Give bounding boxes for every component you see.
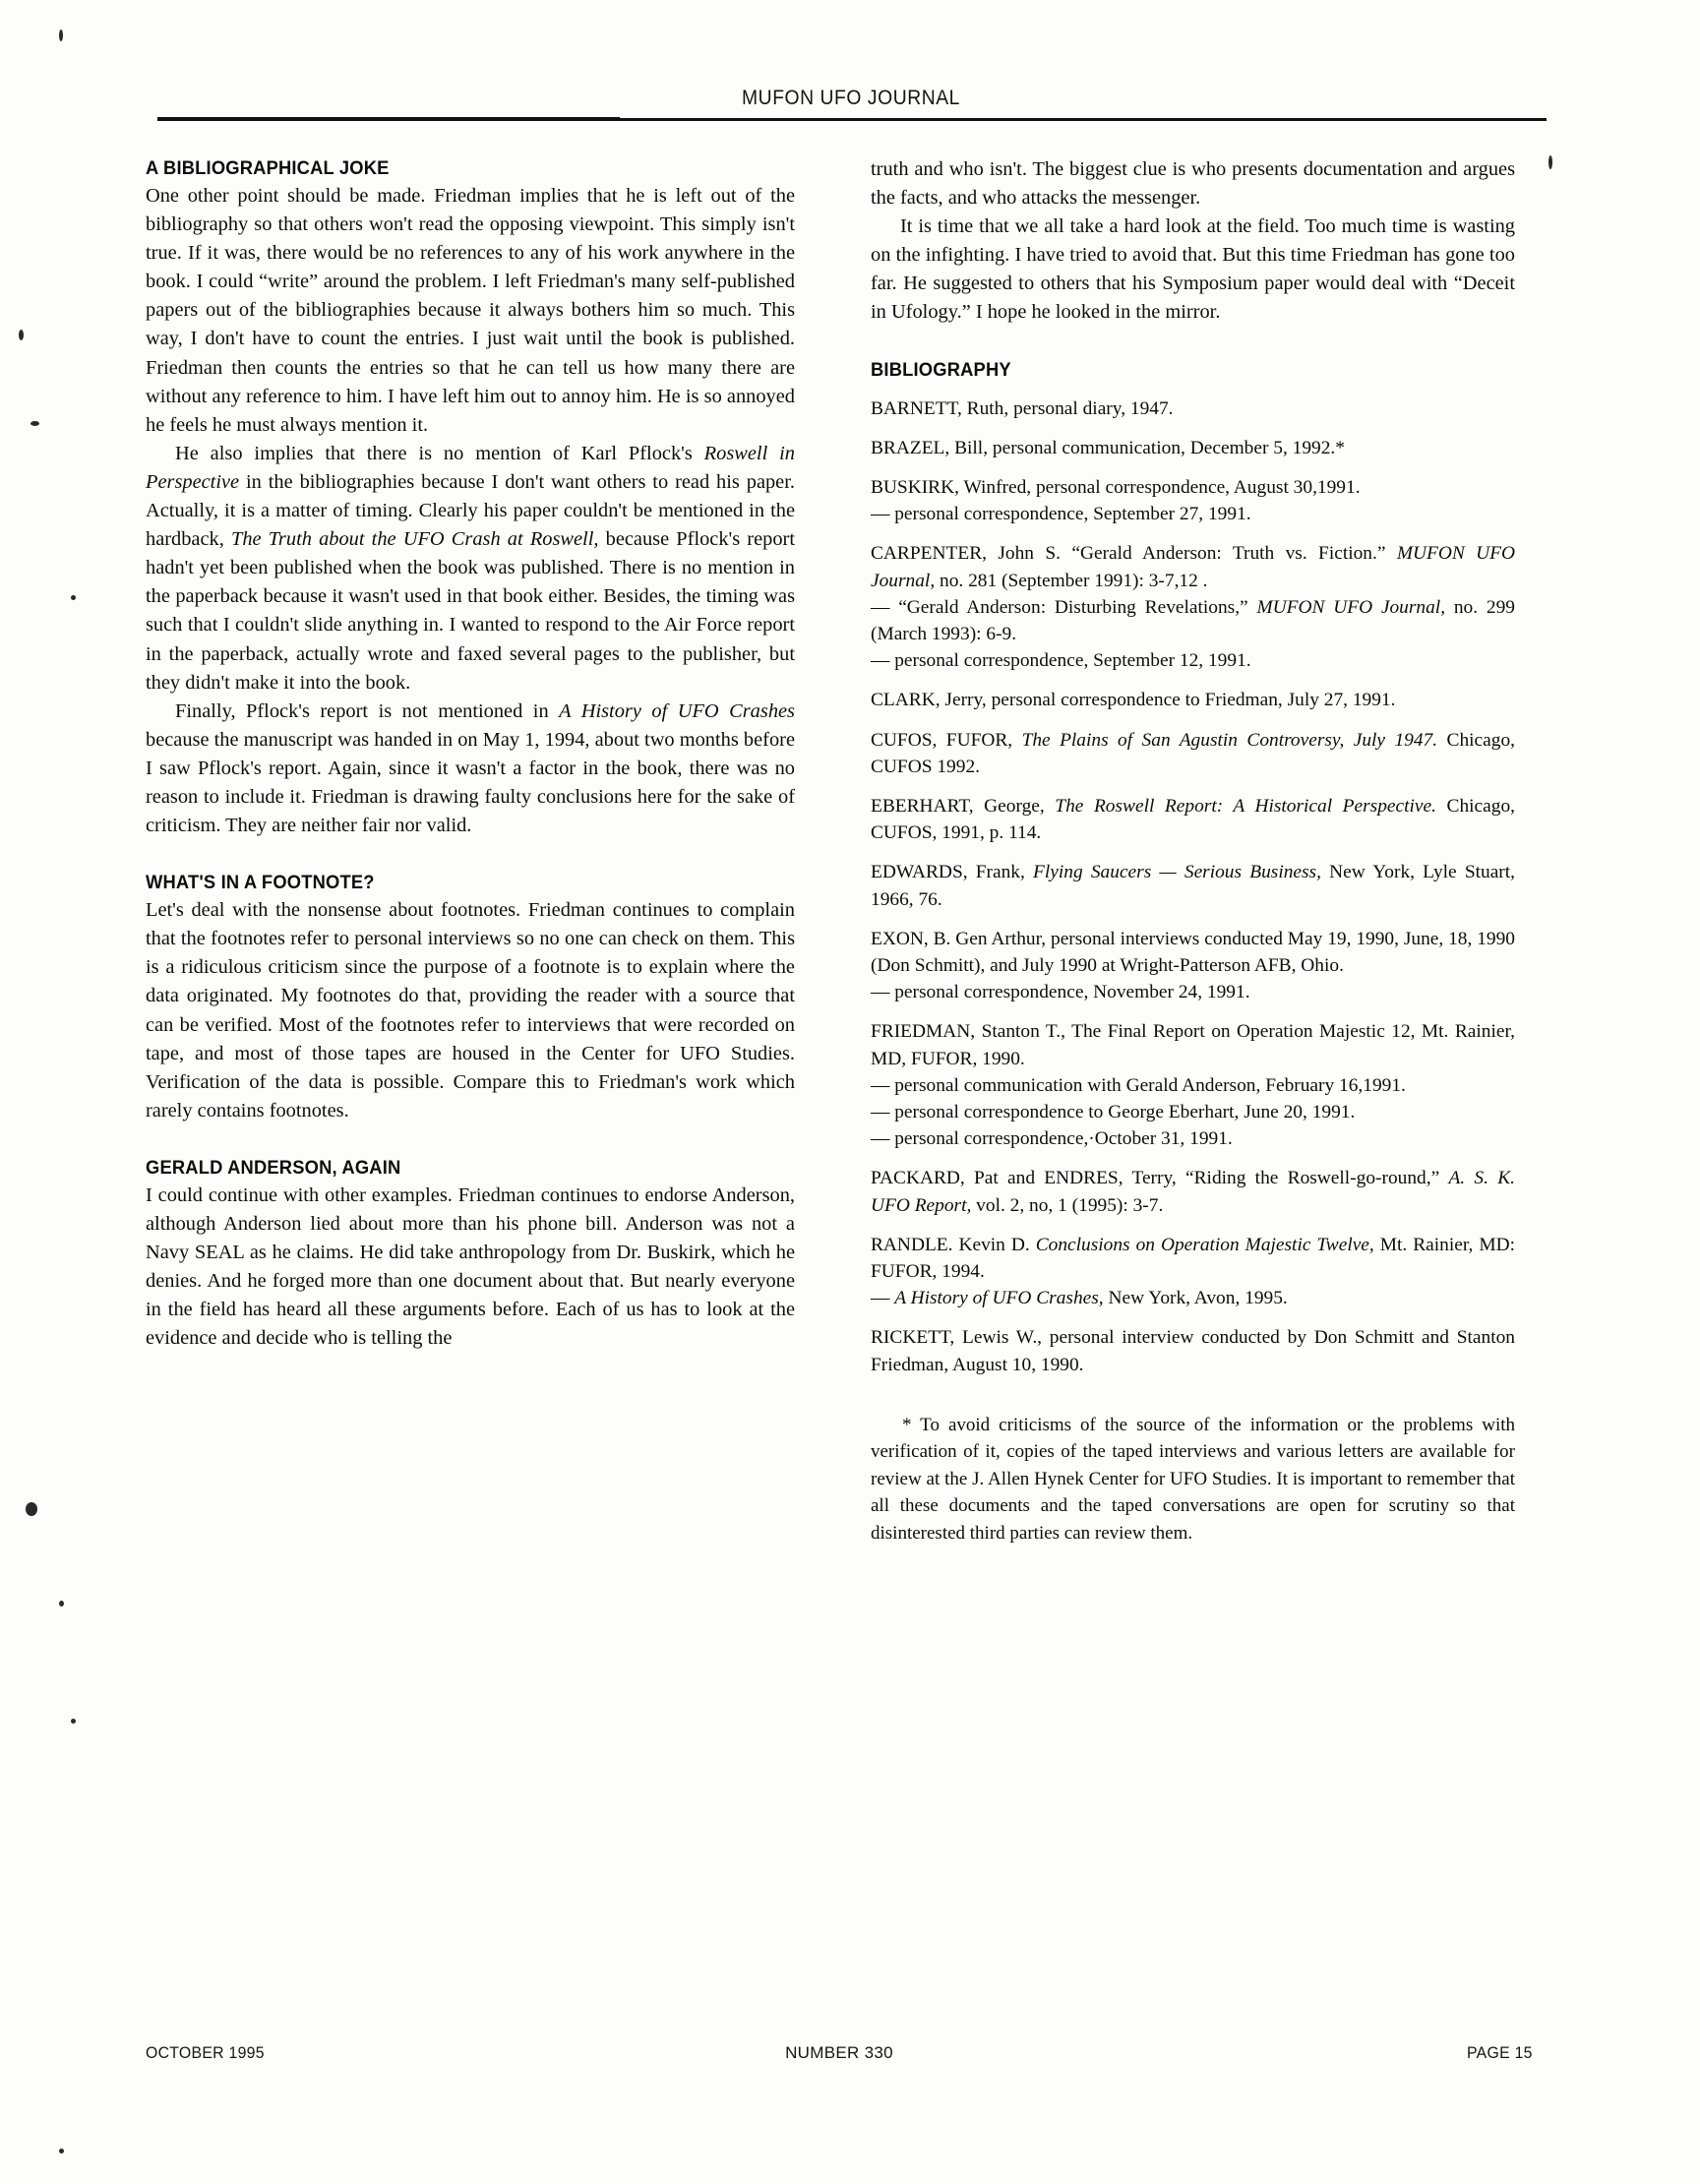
text-run: in the bibliographies because I don't want others to read his paper. Actually, it is a matter of timing. Clearly his paper couldn't be mentioned in the hardback, — [146, 470, 795, 551]
bibliography-text: BUSKIRK, Winfred, personal correspondence, August 30,1991. — [871, 476, 1361, 498]
bibliography-text: — personal correspondence,·October 31, 1991. — [871, 1128, 1233, 1150]
footer-issue-date: OCTOBER 1995 — [146, 2043, 265, 2062]
bibliography-entry — [871, 501, 1515, 527]
bibliography-entry — [871, 979, 1515, 1005]
bibliography-entry — [871, 395, 1515, 422]
bibliography-entry — [871, 1125, 1515, 1152]
text-run: because the manuscript was handed in on May 1, 1994, about two months before I saw Pflock's report. Again, since it wasn't a factor in the book, there was no reason to include it. Friedman is drawing faulty conclusions here for the sake of criticism. They are neither fair nor valid. — [146, 728, 795, 837]
bibliography-entry — [871, 859, 1515, 912]
header-rule — [157, 118, 1547, 121]
bibliography-entry — [871, 687, 1515, 713]
bibliography-entry — [871, 1232, 1515, 1285]
bibliography-text: BRAZEL, Bill, personal communication, December 5, 1992.* — [871, 437, 1345, 458]
bibliography-entry — [871, 793, 1515, 846]
scan-speck — [59, 2149, 64, 2154]
bibliography-text: no. 299 (March 1993): 6-9. — [871, 596, 1515, 644]
bibliography-text: no. 281 (September 1991): 3-7,12 . — [935, 570, 1208, 591]
paragraph-bibliographical-joke-2 — [146, 440, 795, 698]
bibliography-text: CLARK, Jerry, personal correspondence to Friedman, July 27, 1991. — [871, 690, 1396, 711]
bibliography-title-italic: Flying Saucers — Serious Business, — [1033, 862, 1321, 883]
scan-speck — [71, 1719, 76, 1724]
bibliography-text: PACKARD, Pat and ENDRES, Terry, “Riding the Roswell-go-round,” — [871, 1168, 1449, 1189]
bibliography-entry — [871, 1018, 1515, 1071]
bibliography-text: EBERHART, George, — [871, 796, 1056, 817]
book-title-truth-about-ufo-crash: The Truth about the UFO Crash at Roswell, — [230, 528, 599, 551]
footer-issue-number: NUMBER 330 — [785, 2043, 893, 2062]
bibliography-text: CUFOS, FUFOR, — [871, 729, 1022, 751]
bibliography-text: Chicago, CUFOS 1992. — [871, 729, 1515, 777]
book-title-history-of-ufo-crashes: A History of UFO Crashes — [559, 699, 795, 722]
bibliography-title-italic: The Plains of San Agustin Controversy, July 1947. — [1021, 729, 1438, 751]
bibliography-text: — personal correspondence, September 12, 1991. — [871, 650, 1251, 672]
paragraph-bibliographical-joke-1: One other point should be made. Friedman implies that he is left out of the bibliography so that others won't read the opposing viewpoint. This simply isn't true. If it was, there would be no references to any of his work anywhere in the book. I could “write” around the problem. I left Friedman's many self-published papers out of the bibliographies because it always bothers him so much. This way, I don't have to count the entries. I just wait until the book is published. Friedman then counts the entries so that he can tell us how many there are without any reference to him. I have left him out to annoy him. He is so annoyed he feels he must always mention it. — [146, 185, 795, 436]
scan-speck — [71, 595, 76, 600]
scan-speck — [1548, 155, 1552, 169]
bibliography-title-italic: The Roswell Report: A Historical Perspective. — [1055, 796, 1436, 817]
paragraph-continued-truth: truth and who isn't. The biggest clue is who presents documentation and argues the facts, and who attacks the messenger. — [871, 158, 1515, 210]
paragraph-it-is-time: It is time that we all take a hard look at the field. Too much time is wasting on the infighting. I have tried to avoid that. But this time Friedman has gone too far. He suggested to others that his Symposium paper would deal with “Deceit in Ufology.” I hope he looked in the mirror. — [871, 215, 1515, 324]
bibliography-text: EDWARDS, Frank, — [871, 862, 1034, 883]
bibliography-text: Mt. Rainier, MD: FUFOR, 1994. — [871, 1234, 1515, 1283]
bibliography-entry — [871, 1324, 1515, 1377]
bibliography-text: RANDLE. Kevin D. — [871, 1234, 1036, 1255]
bibliography-title-italic: MUFON UFO Journal, — [1256, 596, 1446, 618]
section-heading-bibliographical-joke: A BIBLIOGRAPHICAL JOKE — [146, 157, 390, 179]
section-heading-gerald-anderson-again: GERALD ANDERSON, AGAIN — [146, 1156, 401, 1179]
bibliography-text: — “Gerald Anderson: Disturbing Revelations,” — [871, 596, 1257, 618]
bibliography-text: New York, Lyle Stuart, 1966, 76. — [871, 862, 1515, 910]
bibliography-entry — [871, 1165, 1515, 1218]
bibliography-text: CARPENTER, John S. “Gerald Anderson: Truth vs. Fiction.” — [871, 543, 1397, 565]
scan-speck — [30, 421, 39, 426]
section-heading-bibliography: BIBLIOGRAPHY — [871, 358, 1011, 381]
scan-speck — [19, 330, 24, 340]
bibliography-entry — [871, 540, 1515, 593]
text-run: because Pflock's report hadn't yet been published when the book was published. There is no mention in the paperback because it wasn't used in that book either. Besides, the timing was such that I couldn't slide anything in. I wanted to respond to the Air Force report in the paperback, actually wrote and faxed several pages to the publisher, but they didn't make it into the book. — [146, 528, 795, 694]
bibliography-text: New York, Avon, 1995. — [1103, 1288, 1288, 1309]
bibliography-text: BARNETT, Ruth, personal diary, 1947. — [871, 397, 1174, 419]
bibliography-text: RICKETT, Lewis W., personal interview conducted by Don Schmitt and Stanton Friedman, August 10, 1990. — [871, 1327, 1515, 1375]
bibliography-title-italic: Conclusions on Operation Majestic Twelve, — [1035, 1234, 1374, 1255]
book-title-roswell-in-perspective: Roswell in Perspective — [146, 442, 795, 493]
bibliography-title-italic: A History of UFO Crashes, — [894, 1288, 1104, 1309]
scan-speck — [26, 1502, 37, 1516]
bibliography-text: EXON, B. Gen Arthur, personal interviews conducted May 19, 1990, June, 18, 1990 (Don Schmitt), and July 1990 at Wright-Patterson AFB, Ohio. — [871, 928, 1515, 977]
bibliography-entry — [871, 727, 1515, 780]
bibliography-entry — [871, 926, 1515, 979]
scan-speck — [59, 1601, 64, 1607]
bibliography-entry — [871, 1285, 1515, 1311]
paragraph-gerald-anderson-again: I could continue with other examples. Friedman continues to endorse Anderson, although Anderson lied about more than his phone bill. Anderson was not a Navy SEAL as he claims. He did take anthropology from Dr. Buskirk, which he denies. And he forged more than one document about that. But nearly everyone in the field has heard all these arguments before. Each of us has to look at the evidence and decide who is telling the — [146, 1183, 795, 1350]
bibliography-text: — — [871, 1288, 895, 1309]
bibliography-text: — personal correspondence, September 27, 1991. — [871, 504, 1251, 525]
bibliography-title-italic: A. S. K. UFO Report, — [871, 1168, 1515, 1216]
scan-speck — [59, 30, 63, 41]
left-column — [146, 155, 795, 1353]
paragraph-whats-in-a-footnote: Let's deal with the nonsense about footnotes. Friedman continues to complain that the footnotes refer to personal interviews so no one can check on them. This is a ridiculous criticism since the purpose of a footnote is to explain where the data originated. My footnotes do that, providing the reader with a source that can be verified. Most of the footnotes refer to interviews that were recorded on tape, and most of those tapes are housed in the Center for UFO Studies. Verification of the data is possible. Compare this to Friedman's work which rarely contains footnotes. — [146, 899, 795, 1122]
section-heading-whats-in-a-footnote: WHAT'S IN A FOOTNOTE? — [146, 872, 375, 894]
bibliography-text: Chicago, CUFOS, 1991, p. 114. — [871, 796, 1515, 844]
footer-page-number: PAGE 15 — [1467, 2043, 1533, 2062]
bibliography-entry — [871, 474, 1515, 501]
bibliography-text: FRIEDMAN, Stanton T., The Final Report on Operation Majestic 12, Mt. Rainier, MD, FUFOR, 1990. — [871, 1021, 1515, 1069]
bibliography-title-italic: MUFON UFO Journal, — [871, 543, 1516, 591]
footnote-block — [871, 1412, 1515, 1547]
footnote-text: * To avoid criticisms of the source of the information or the problems with verification of it, copies of the taped interviews and various letters are available for review at the J. Allen Hynek Center for UFO Studies. It is important to remember that all these documents and the taped conversations are open for scrutiny so that disinterested third parties can review them. — [871, 1414, 1515, 1544]
bibliography-entry — [871, 1072, 1515, 1099]
bibliography-entry — [871, 647, 1515, 674]
paragraph-bibliographical-joke-3 — [146, 698, 795, 840]
text-run: Finally, Pflock's report is not mentioned in — [175, 699, 560, 722]
bibliography-text: — personal correspondence, November 24, 1991. — [871, 982, 1250, 1003]
bibliography-entry — [871, 435, 1515, 461]
bibliography-list — [871, 395, 1515, 1378]
bibliography-entry — [871, 594, 1515, 647]
running-head: MUFON UFO JOURNAL — [742, 87, 960, 109]
bibliography-entry — [871, 1099, 1515, 1125]
bibliography-text: — personal correspondence to George Eberhart, June 20, 1991. — [871, 1102, 1356, 1123]
text-run: He also implies that there is no mention of Karl Pflock's — [175, 442, 704, 464]
right-column — [871, 155, 1515, 1547]
bibliography-text: vol. 2, no, 1 (1995): 3-7. — [971, 1194, 1164, 1216]
bibliography-text: — personal communication with Gerald Anderson, February 16,1991. — [871, 1074, 1406, 1096]
